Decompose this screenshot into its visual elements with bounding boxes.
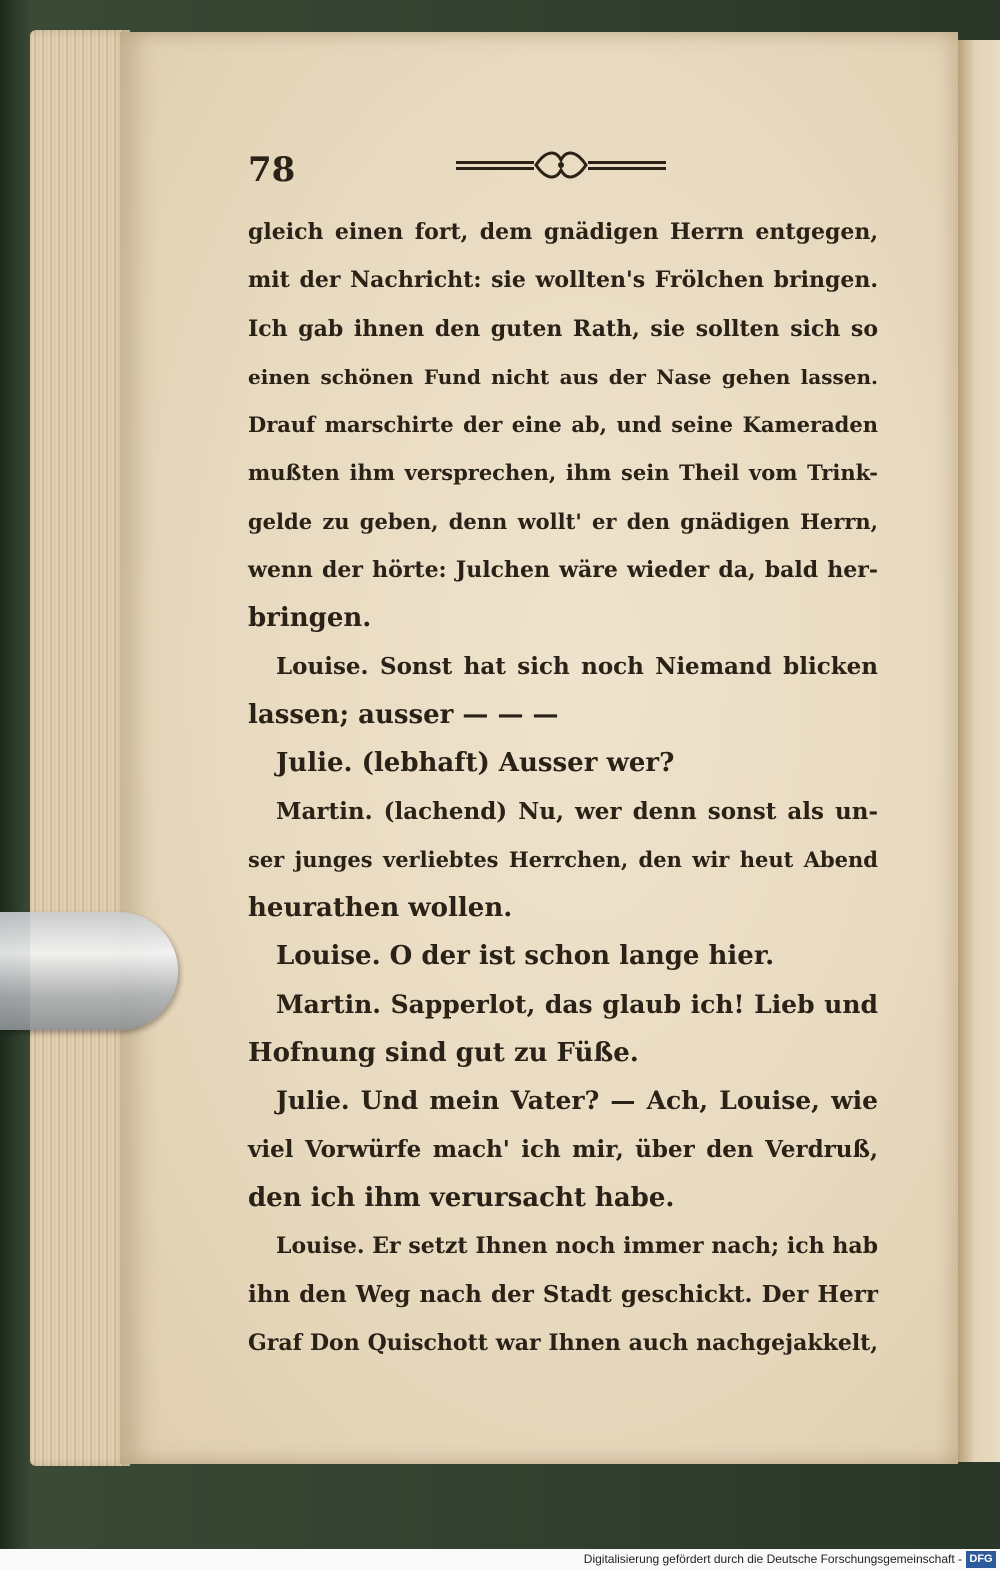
speaker-line: Julie. Und mein Vater? — Ach, Louise, wie: [276, 1086, 878, 1116]
facing-page-edge: [958, 40, 1000, 1462]
text-line: lassen; ausser — — —: [248, 699, 559, 730]
speaker-line: Louise. O der ist schon lange hier.: [276, 941, 775, 972]
body-text: [248, 208, 878, 1367]
dfg-logo: DFG: [966, 1551, 996, 1568]
page-clip: [0, 912, 178, 1030]
text-line: Ich gab ihnen den guten Rath, sie sollten sich so: [248, 315, 878, 342]
speaker-line: Julie. (lebhaft) Ausser wer?: [276, 748, 675, 779]
text-line: gelde zu geben, denn wollt' er den gnädigen Herrn,: [248, 508, 878, 534]
ornament-rule: [456, 148, 666, 182]
book-page-edges: [30, 30, 130, 1466]
text-line: viel Vorwürfe mach' ich mir, über den Verdruß,: [248, 1135, 878, 1163]
text-line: den ich ihm verursacht habe.: [248, 1182, 675, 1213]
speaker-line: Louise. Er setzt Ihnen noch immer nach; ich hab: [276, 1233, 878, 1260]
speaker-line: Martin. (lachend) Nu, wer denn sonst als un-: [276, 797, 878, 825]
text-line: mit der Nachricht: sie wollten's Frölchen bringen.: [248, 267, 878, 294]
speaker-line: Louise. Sonst hat sich noch Niemand blicken: [276, 652, 878, 680]
text-line: ser junges verliebtes Herrchen, den wir heut Abend: [248, 846, 878, 872]
speaker-line: Martin. Sapperlot, das glaub ich! Lieb und: [276, 989, 878, 1019]
text-line: wenn der hörte: Julchen wäre wieder da, bald her-: [248, 557, 878, 584]
text-line: gleich einen fort, dem gnädigen Herrn entgegen,: [248, 219, 878, 245]
text-line: bringen.: [248, 603, 372, 634]
text-line: Drauf marschirte der eine ab, und seine Kameraden: [248, 412, 878, 438]
text-line: ihn den Weg nach der Stadt geschickt. Der Herr: [248, 1280, 878, 1308]
text-line: Graf Don Quischott war Ihnen auch nachgejakkelt,: [248, 1329, 878, 1356]
page-number: 78: [248, 150, 296, 190]
funding-credit: Digitalisierung gefördert durch die Deutsche Forschungsgemeinschaft -: [583, 1552, 962, 1566]
text-line: mußten ihm versprechen, ihm sein Theil vom Trink-: [248, 460, 878, 486]
text-line: Hofnung sind gut zu Füße.: [248, 1038, 639, 1069]
text-line: einen schönen Fund nicht aus der Nase gehen lassen.: [248, 364, 878, 389]
footer-bar: [0, 1549, 1000, 1571]
text-line: heurathen wollen.: [248, 893, 513, 924]
